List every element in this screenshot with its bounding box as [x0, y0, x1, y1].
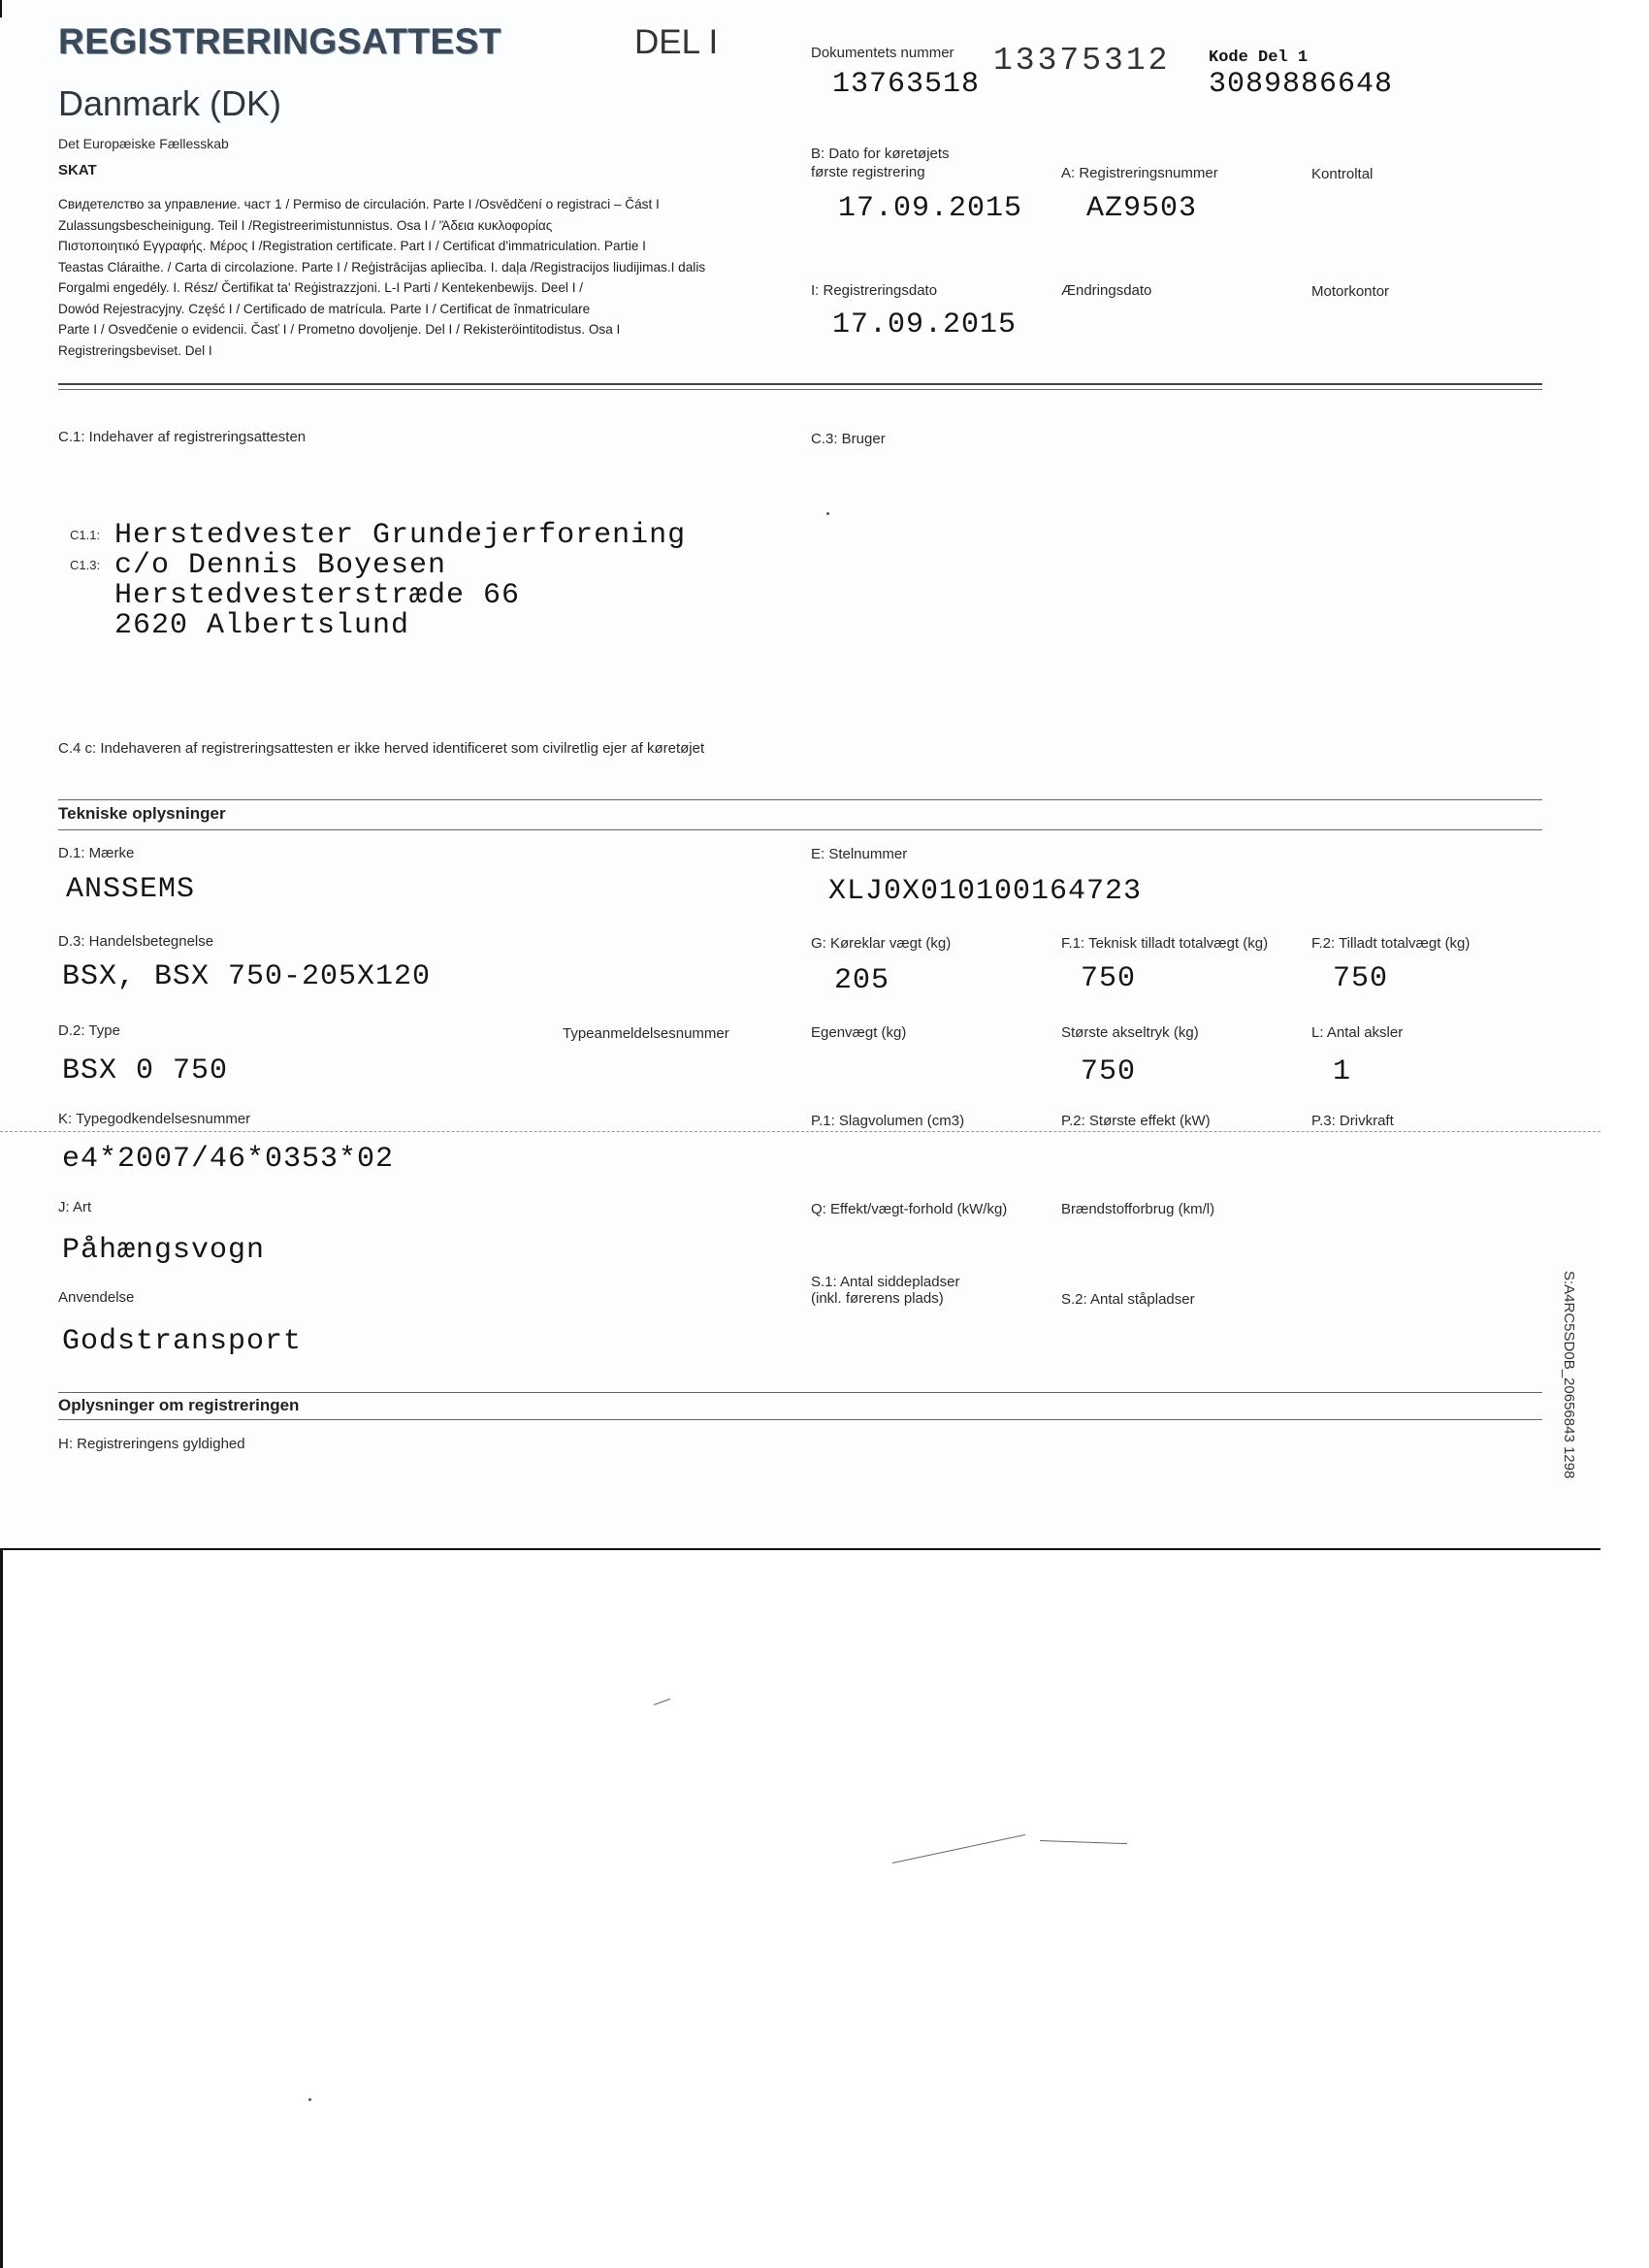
holder-street: Herstedvesterstræde 66 — [114, 579, 521, 612]
c3-label: C.3: Bruger — [811, 431, 886, 447]
registration-number: AZ9503 — [1086, 192, 1198, 225]
p2-label: P.2: Største effekt (kW) — [1061, 1113, 1211, 1129]
registration-section-title: Oplysninger om registreringen — [58, 1396, 300, 1414]
code-value: 3089886648 — [1209, 68, 1394, 101]
s1-label-line2: (inkl. førerens plads) — [811, 1290, 944, 1307]
scanner-left-edge — [0, 1550, 3, 2268]
k-label: K: Typegodkendelsesnummer — [58, 1111, 251, 1127]
s2-label: S.2: Antal ståpladser — [1061, 1291, 1195, 1308]
first-registration-date: 17.09.2015 — [838, 192, 1023, 225]
multilingual-legal-text — [58, 194, 766, 361]
holder-name: Herstedvester Grundejerforening — [114, 519, 687, 552]
vin-value: XLJ0X010100164723 — [828, 875, 1143, 908]
i-label: I: Registreringsdato — [811, 282, 938, 299]
c1-label: C.1: Indehaver af registreringsattesten — [58, 429, 307, 445]
tech-divider-top — [58, 799, 1542, 800]
j-label: J: Art — [58, 1199, 92, 1215]
f1-label: F.1: Teknisk tilladt totalvægt (kg) — [1061, 935, 1269, 952]
community-label: Det Europæiske Fællesskab — [58, 136, 229, 151]
d3-label: D.3: Handelsbetegnelse — [58, 933, 214, 950]
b-label-line1: B: Dato for køretøjets — [811, 146, 950, 162]
h-label: H: Registreringens gyldighed — [58, 1436, 245, 1452]
c11-tag: C1.1: — [70, 528, 101, 542]
registration-date: 17.09.2015 — [832, 308, 1018, 341]
usage-label: Anvendelse — [58, 1289, 135, 1306]
kontrol-label: Kontroltal — [1311, 166, 1374, 182]
change-date-label: Ændringsdato — [1061, 282, 1152, 299]
part-label: DEL I — [634, 23, 719, 61]
doc-number-stamp: 13375312 — [993, 43, 1171, 79]
legal-line: Forgalmi engedély. I. Rész/ Čertifikat ta' Reġistrazzjoni. L-I Parti / Kentekenbewijs. Deel I / — [58, 280, 584, 295]
p1-label: P.1: Slagvolumen (cm3) — [811, 1113, 965, 1129]
c13-tag: C1.3: — [70, 558, 101, 572]
type-approval-value: e4*2007/46*0353*02 — [62, 1143, 395, 1176]
doc-number-label: Dokumentets nummer — [811, 45, 954, 61]
l-label: L: Antal aksler — [1311, 1024, 1404, 1041]
country-name: Danmark (DK) — [58, 83, 282, 123]
legal-line: Teastas Cláraithe. / Carta di circolazione. Parte I / Reģistrācijas apliecība. I. daļa /Registracijos liudijimas.I dalis — [58, 259, 706, 275]
trade-name-value: BSX, BSX 750-205X120 — [62, 960, 432, 993]
legal-line: Parte I / Osvedčenie o evidencii. Časť I / Prometno dovoljenje. Del I / Rekisteröintitodistus. Osa I — [58, 322, 621, 337]
scan-streak — [892, 1834, 1025, 1863]
g-label: G: Køreklar vægt (kg) — [811, 935, 952, 952]
header-divider-top — [58, 383, 1542, 385]
scan-seam-line — [0, 1131, 1600, 1132]
holder-co: c/o Dennis Boyesen — [114, 549, 447, 582]
code-label: Kode Del 1 — [1209, 49, 1309, 67]
axle-load-value: 750 — [1081, 1055, 1137, 1088]
d1-label: D.1: Mærke — [58, 845, 135, 861]
d2-label: D.2: Type — [58, 1022, 120, 1039]
curb-weight-value: 205 — [834, 964, 890, 997]
holder-city: 2620 Albertslund — [114, 609, 410, 642]
scanner-top-mark — [0, 0, 2, 17]
b-label-line2: første registrering — [811, 164, 925, 180]
type-notification-label: Typeanmeldelsesnummer — [563, 1025, 729, 1042]
sheet-bottom-edge — [0, 1548, 1600, 1550]
fuel-consumption-label: Brændstofforbrug (km/l) — [1061, 1201, 1215, 1217]
tech-divider-bottom — [58, 829, 1542, 830]
own-weight-label: Egenvægt (kg) — [811, 1024, 907, 1041]
usage-value: Godstransport — [62, 1325, 303, 1358]
header-divider-bottom — [58, 389, 1542, 390]
s1-label-line1: S.1: Antal siddepladser — [811, 1274, 960, 1290]
scan-dot — [826, 512, 829, 515]
registration-divider-bottom — [58, 1419, 1542, 1420]
axle-count-value: 1 — [1333, 1055, 1352, 1088]
scan-speck — [654, 1699, 670, 1705]
doc-number-value: 13763518 — [832, 68, 981, 101]
authority-label: SKAT — [58, 162, 97, 178]
side-document-code: S:A4RC5SD0B_20656843 1298 — [1561, 1271, 1577, 1479]
legal-line: Свидетелство за управление. част 1 / Permiso de circulación. Parte I /Osvědčení o registraci – Část I — [58, 197, 660, 211]
axle-load-label: Største akseltryk (kg) — [1061, 1024, 1199, 1041]
motorkontor-label: Motorkontor — [1311, 283, 1390, 300]
document-title: REGISTRERINGSATTEST — [58, 21, 501, 61]
legal-line: Registreringsbeviset. Del I — [58, 342, 212, 358]
legal-line: Zulassungsbescheinigung. Teil I /Registreerimistunnistus. Osa I / 'Άδεια κυκλοφορίας — [58, 217, 553, 233]
registration-divider-top — [58, 1392, 1542, 1393]
technical-section-title: Tekniske oplysninger — [58, 804, 226, 823]
vehicle-kind-value: Påhængsvogn — [62, 1234, 266, 1267]
technical-total-weight-value: 750 — [1081, 962, 1137, 995]
p3-label: P.3: Drivkraft — [1311, 1113, 1394, 1129]
c4-note: C.4 c: Indehaveren af registreringsattesten er ikke herved identificeret som civilretlig ejer af køretøjet — [58, 740, 705, 757]
scan-dot — [308, 2098, 311, 2101]
a-label: A: Registreringsnummer — [1061, 165, 1218, 181]
f2-label: F.2: Tilladt totalvægt (kg) — [1311, 935, 1471, 952]
e-label: E: Stelnummer — [811, 846, 908, 862]
type-value: BSX 0 750 — [62, 1054, 229, 1087]
legal-line: Πιστοποιητικό Εγγραφής. Μέρος Ι /Registration certificate. Part I / Certificat d'immatriculation. Partie I — [58, 239, 646, 253]
permitted-total-weight-value: 750 — [1333, 962, 1389, 995]
q-label: Q: Effekt/vægt-forhold (kW/kg) — [811, 1201, 1008, 1217]
scan-streak — [1040, 1840, 1127, 1844]
make-value: ANSSEMS — [66, 873, 196, 906]
legal-line: Dowód Rejestracyjny. Część I / Certificado de matrícula. Parte I / Certificat de înmatriculare — [58, 301, 591, 316]
